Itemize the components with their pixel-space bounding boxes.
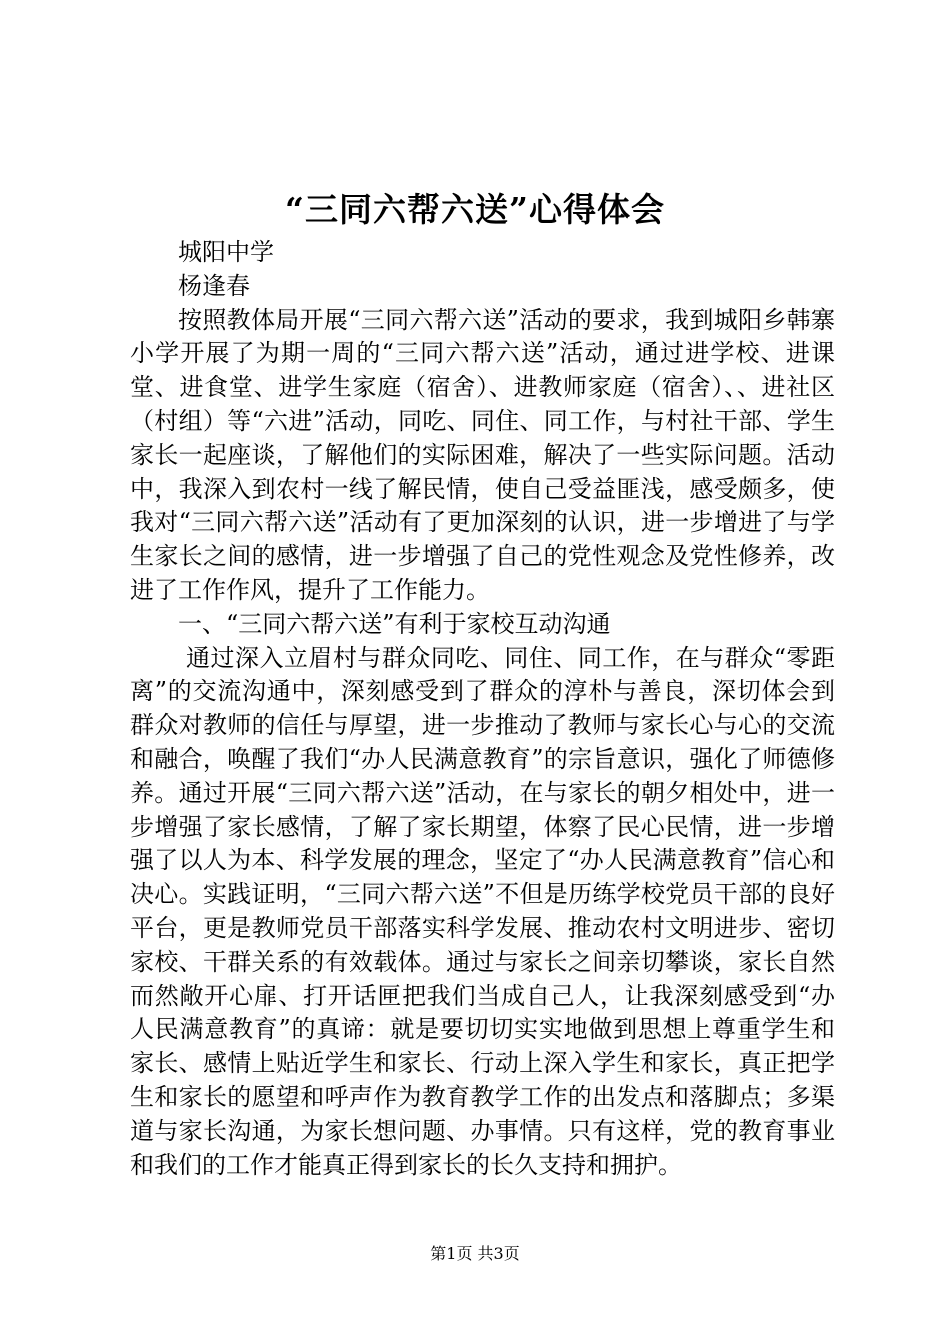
school-name: 城阳中学 [178, 238, 274, 266]
page-number: 第1页 共3页 [430, 1244, 520, 1263]
paragraph-intro: 按照教体局开展“三同六帮六送”活动的要求，我到城阳乡韩寨小学开展了为期一周的“三同六帮六送”活动，通过进学校、进课堂、进食堂、进学生家庭（宿舍）、进教师家庭（宿舍）、、进社区（村组）等“六进”活动，同吃、同住、同工作，与村社干部、学生家长一起座谈，了解他们的实际困难，解决了一些实际问题。活动中，我深入到农村一线了解民情，使自己受益匪浅，感受颇多，使我对“三同六帮六送”活动有了更加深刻的认识，进一步增进了与学生家长之间的感情，进一步增强了自己的党性观念及党性修养，改进了工作作风，提升了工作能力。 [130, 305, 835, 604]
author-name: 杨逢春 [178, 271, 250, 300]
section-heading-1: 一、“三同六帮六送”有利于家校互动沟通 [178, 609, 611, 638]
document-body [130, 236, 835, 1182]
document-title: “三同六帮六送”心得体会 [285, 190, 665, 229]
paragraph-section-1: 通过深入立眉村与群众同吃、同住、同工作，在与群众“零距离”的交流沟通中，深刻感受到了群众的淳朴与善良，深切体会到群众对教师的信任与厚望，进一步推动了教师与家长心与心的交流和融合，唤醒了我们“办人民满意教育”的宗旨意识，强化了师德修养。通过开展“三同六帮六送”活动，在与家长的朝夕相处中，进一步增强了家长感情，了解了家长期望，体察了民心民情，进一步增强了以人为本、科学发展的理念，坚定了“办人民满意教育”信心和决心。实践证明，“三同六帮六送”不但是历练学校党员干部的良好平台，更是教师党员干部落实科学发展、推动农村文明进步、密切家校、干群关系的有效载体。通过与家长之间亲切攀谈，家长自然而然敞开心扉、打开话匣把我们当成自己人，让我深刻感受到“办人民满意教育”的真谛：就是要切切实实地做到思想上尊重学生和家长、感情上贴近学生和家长、行动上深入学生和家长，真正把学生和家长的愿望和呼声作为教育教学工作的出发点和落脚点；多渠道与家长沟通，为家长想问题、办事情。只有这样，党的教育事业和我们的工作才能真正得到家长的长久支持和拥护。 [130, 643, 835, 1179]
